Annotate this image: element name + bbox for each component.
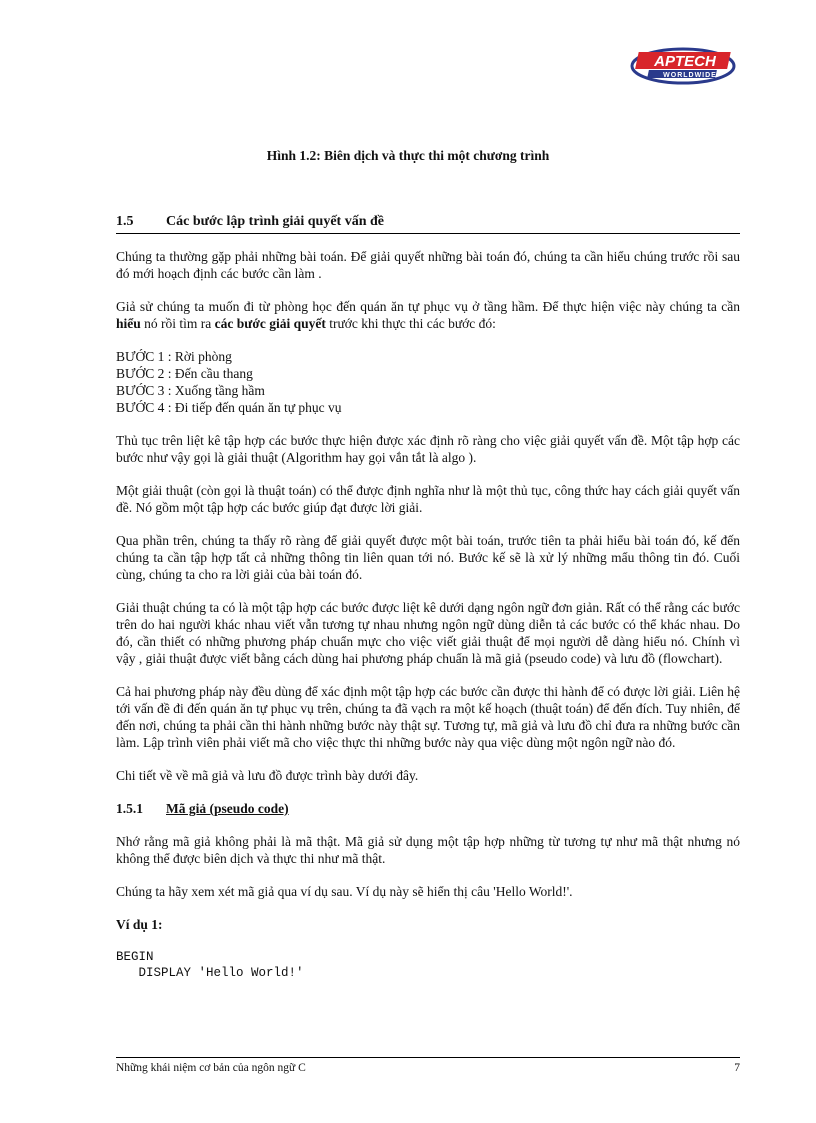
code-line: DISPLAY 'Hello World!'	[116, 966, 304, 980]
page-number: 7	[734, 1062, 740, 1074]
code-line: BEGIN	[116, 950, 154, 964]
paragraph: Chúng ta hãy xem xét mã giả qua ví dụ sau. Ví dụ này sẽ hiển thị câu 'Hello World!'.	[116, 884, 573, 899]
bold-term: hiểu	[116, 316, 141, 331]
paragraph: Qua phần trên, chúng ta thấy rõ ràng để giải quyết được một bài toán, trước tiên ta phải hiểu bài toán đó, kế đến chúng ta cần tập hợp tất cả những thông tin liên quan tới nó. Bước kế sẽ là xử lý những mẩu thông tin đó. Cuối cùng, chúng ta cho ra lời giải của bài toán đó.	[116, 533, 740, 582]
step-item: BƯỚC 4 : Đi tiếp đến quán ăn tự phục vụ	[116, 400, 342, 415]
svg-text:APTECH: APTECH	[654, 53, 716, 70]
step-item: BƯỚC 1 : Rời phòng	[116, 349, 232, 364]
section-title: Các bước lập trình giải quyết vấn đề	[166, 214, 385, 229]
paragraph: Chi tiết về về mã giả và lưu đồ được trình bày dưới đây.	[116, 768, 419, 783]
paragraph: Thủ tục trên liệt kê tập hợp các bước thực hiện được xác định rõ ràng cho việc giải quyết vấn đề. Một tập hợp các bước như vậy gọi là giải thuật (Algorithm hay gọi vắn tắt là algo ).	[116, 433, 740, 465]
svg-text:WORLDWIDE: WORLDWIDE	[663, 72, 717, 79]
paragraph: Nhớ rằng mã giả không phải là mã thật. Mã giả sử dụng một tập hợp những từ tương tự như mã thật nhưng nó không thể được biên dịch và thực thi như mã thật.	[116, 834, 740, 866]
subsection-heading	[116, 800, 740, 817]
subsection-title: Mã giả (pseudo code)	[166, 801, 289, 816]
paragraph: Chúng ta thường gặp phải những bài toán. Để giải quyết những bài toán đó, chúng ta cần hiểu chúng trước rồi sau đó mới hoạch định các bước cần làm .	[116, 249, 740, 281]
example-label: Ví dụ 1:	[116, 917, 163, 932]
step-item: BƯỚC 3 : Xuống tầng hầm	[116, 383, 265, 398]
footer-text: Những khái niệm cơ bản của ngôn ngữ C	[116, 1062, 306, 1074]
figure-caption: Hình 1.2: Biên dịch và thực thi một chương trình	[266, 148, 550, 163]
paragraph: Cả hai phương pháp này đều dùng để xác định một tập hợp các bước cần được thi hành để có được lời giải. Liên hệ tới vấn đề đi đến quán ăn tự phục vụ trên, chúng ta đã vạch ra một kế hoạch (thuật toán) để đến đích. Tuy nhiên, để đến nơi, chúng ta phải cần thi hành những bước này thật sự. Tương tự, mã giả và lưu đồ chỉ đưa ra những bước cần làm. Lập trình viên phải viết mã cho việc thực thi những bước này qua việc dùng một ngôn ngữ nào đó.	[116, 684, 740, 750]
paragraph: Một giải thuật (còn gọi là thuật toán) có thể được định nghĩa như là một thủ tục, công thức hay cách giải quyết vấn đề. Nó gồm một tập hợp các bước giúp đạt được lời giải.	[116, 483, 740, 515]
main-content	[116, 248, 740, 981]
page-footer	[116, 1057, 740, 1074]
bold-term: các bước giải quyết	[214, 316, 326, 331]
subsection-number: 1.5.1	[116, 801, 143, 816]
section-heading	[116, 214, 740, 234]
code-block	[116, 949, 740, 981]
paragraph: Giả sử chúng ta muốn đi từ phòng học đến quán ăn tự phục vụ ở tầng hầm. Để thực hiện việc này chúng ta cần hiểu nó rồi tìm ra các bước giải quyết trước khi thực thi các bước đó:	[116, 299, 740, 331]
aptech-logo	[630, 46, 736, 86]
aptech-logo-graphic	[630, 46, 736, 86]
section-number: 1.5	[116, 214, 134, 229]
steps-list	[116, 348, 740, 416]
step-item: BƯỚC 2 : Đến cầu thang	[116, 366, 253, 381]
paragraph: Giải thuật chúng ta có là một tập hợp các bước được liệt kê dưới dạng ngôn ngữ đơn giản. Rất có thể rằng các bước trên do hai người khác nhau viết vẫn tương tự nhau nhưng ngôn ngữ dùng diễn tả các bước có thể khác nhau. Do đó, cần thiết có những phương pháp chuẩn mực cho việc viết giải thuật để mọi người dễ dàng hiểu nó. Chính vì vậy , giải thuật được viết bằng cách dùng hai phương pháp chuẩn là mã giả (pseudo code) và lưu đồ (flowchart).	[116, 600, 740, 666]
